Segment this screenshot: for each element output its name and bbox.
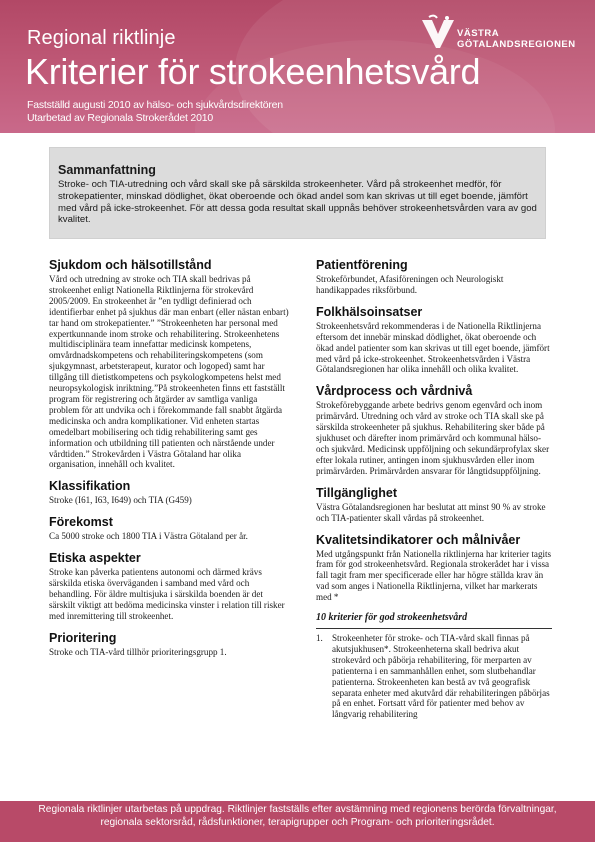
section-heading: Vårdprocess och vårdnivå — [316, 384, 473, 399]
section-text: Västra Götalandsregionen har beslutat att minst 90 % av stroke och TIA-patienter skall vårdas på strokeenhet. — [316, 501, 546, 523]
section-tillganglighet — [316, 486, 552, 524]
section-vardprocess — [316, 384, 552, 476]
section-text: Strokeförebyggande arbete bedrivs genom egenvård och inom primärvård. Utredning och vård av stroke och TIA skall ske på särskilda strokeenheter på sjukhus. Rehabilitering sker både på sjukhuset och därefter inom primärvård och kommunal hälso- och sjukvård. Medicinsk uppföljning och sekundärprofylax sker efter lokala rutiner, antingen inom sjukhusvården eller inom primärvården. Primärvården ansvarar för långtidsuppföljning. — [316, 400, 550, 476]
logo-text-line2: GÖTALANDSREGIONEN — [457, 39, 576, 50]
left-column — [49, 258, 289, 667]
header-banner — [0, 0, 595, 133]
section-folkhalsoinsatser — [316, 305, 552, 376]
organization-logo — [420, 14, 590, 54]
logo-text-line1: VÄSTRA — [457, 28, 500, 39]
section-heading: Tillgänglighet — [316, 485, 398, 500]
author-note: Utarbetad av Regionala Strokerådet 2010 — [27, 112, 213, 124]
document-type: Regional riktlinje — [27, 27, 176, 49]
criteria-text: Strokeenheter för stroke- och TIA-vård skall finnas på akutsjukhusen*. Strokeenheterna skall bedriva akut strokevård och påbörja rehabilitering, för merparten av patienterna i en sammanhållen enhet, som slutbehandlar patienterna. Strokeenheten kan bestå av två geografisk separata enheter med akutvård där rehabiliteringen påbörjas på en enhet. Fortsatt vård för patienter med behov av långvarig rehabilitering — [332, 633, 550, 720]
section-heading: Etiska aspekter — [49, 551, 141, 566]
section-text: Stroke (I61, I63, I649) och TIA (G459) — [49, 495, 192, 506]
established-note: Fastställd augusti 2010 av hälso- och sjukvårdsdirektören — [27, 99, 283, 111]
section-heading: Kvalitetsindikatorer och målnivåer — [316, 532, 521, 547]
section-kvalitetsindikatorer — [316, 533, 552, 604]
summary-box — [49, 147, 546, 239]
section-text: Stroke och TIA-vård tillhör prioriteringsgrupp 1. — [49, 646, 227, 657]
right-column — [316, 258, 552, 720]
logo-mark-icon — [420, 14, 456, 50]
section-heading: Patientförening — [316, 258, 408, 272]
section-text: Med utgångspunkt från Nationella riktlinjerna har kriterier tagits fram för god strokeenhetsvård. Regionala strokerådet har i vissa fall tagit fram mer specificerade eller har högre ställda krav än vad som anges i Nationella Riktlinjerna, vilket har markerats med * — [316, 548, 552, 603]
section-klassifikation — [49, 479, 289, 506]
section-forekomst — [49, 515, 289, 542]
section-heading: Förekomst — [49, 515, 113, 530]
section-heading: Prioritering — [49, 630, 117, 645]
section-patientforening — [316, 258, 552, 296]
footer-text: Regionala riktlinjer utarbetas på uppdrag. Riktlinjer fastställs efter avstämning med regionens berörda förvaltningar, regionala sektorsråd, rådsfunktioner, terapigrupper och Program- och prioriteringsrådet. — [38, 804, 557, 828]
summary-heading: Sammanfattning — [58, 163, 156, 177]
section-text: Vård och utredning av stroke och TIA skall bedrivas på strokeenhet enligt Nationella Riktlinjerna för strokevård 2005/2009. En strokeenhet är ”en tydligt definierad och identifierbar enhet på sjukhus där man enbart (eller nästan enbart) tar hand om strokepatienter.” ”Strokeenheten har personal med expertkunnande inom stroke och rehabilitering. Strokeenhetens multidisciplinära team innefattar medicinsk kompetens, omvårdnadskompetens och rehabiliteringskompetens (som sjukgymnast, arbetsterapeut, kurator och logoped) samt har tillgång till dietistkompetens och psykologkompetens helst med neuropsykologisk inriktning.”På strokeenheten finns ett fastställt program för registrering och åtgärder av samtliga vanliga problem för att undvika och i förekommande fall snabbt åtgärda medicinska och andra komplikationer. Vid enheten startas omedelbart mobilisering och tidig rehabilitering samt ges information och utbildning till patienten och närstående under vårdtiden.” Strokevården i Västra Götaland har olika organisation, innehåll och kvalitet. — [49, 274, 289, 470]
section-sjukdom — [49, 258, 289, 470]
section-heading: Folkhälsoinsatser — [316, 304, 423, 319]
section-heading: Sjukdom och hälsotillstånd — [49, 258, 212, 272]
section-text: Strokeförbundet, Afasiföreningen och Neurologiskt handikappades riksförbund. — [316, 274, 504, 295]
criteria-heading: 10 kriterier för god strokeenhetsvård — [316, 612, 468, 624]
section-text: Ca 5000 stroke och 1800 TIA i Västra Götaland per år. — [49, 531, 248, 542]
section-text: Strokeenhetsvård rekommenderas i de Nationella Riktlinjerna eftersom det innebär minskad dödlighet, ökat oberoende och ökad andel patienter som kan skrivas ut till eget boende, jämfört med vård på icke-strokeenhet. Strokeenhetsvården i Västra Götalandsregionen har olika innehåll och olika kvalitet. — [316, 320, 550, 375]
section-heading: Klassifikation — [49, 479, 131, 494]
section-etiska — [49, 551, 289, 622]
section-prioritering — [49, 631, 289, 658]
summary-text: Stroke- och TIA-utredning och vård skall ske på särskilda strokeenheter. Vård på strokeenhet medför, för strokepatienter, minskad dödlighet, ökat oberoende och ökad andel som kan skrivas ut till eget boende, jämfört med vård på icke-strokeenhet. För att dessa goda resultat skall uppnås behöver strokeenhetsvården vara av god kvalitet. — [58, 179, 537, 226]
footer-banner — [0, 801, 595, 842]
page-title: Kriterier för strokeenhetsvård — [25, 51, 481, 92]
criteria-number: 1. — [316, 633, 323, 644]
criteria-item — [316, 633, 552, 720]
section-text: Stroke kan påverka patientens autonomi och därmed krävs särskilda etiska överväganden i samband med vård och behandling. För äldre multisjuka i särskilda boenden är det särskilt viktigt att bedöma medicinska vinster i relation till risker med inremittering till strokeenhet. — [49, 567, 285, 621]
criteria-divider — [316, 628, 552, 629]
